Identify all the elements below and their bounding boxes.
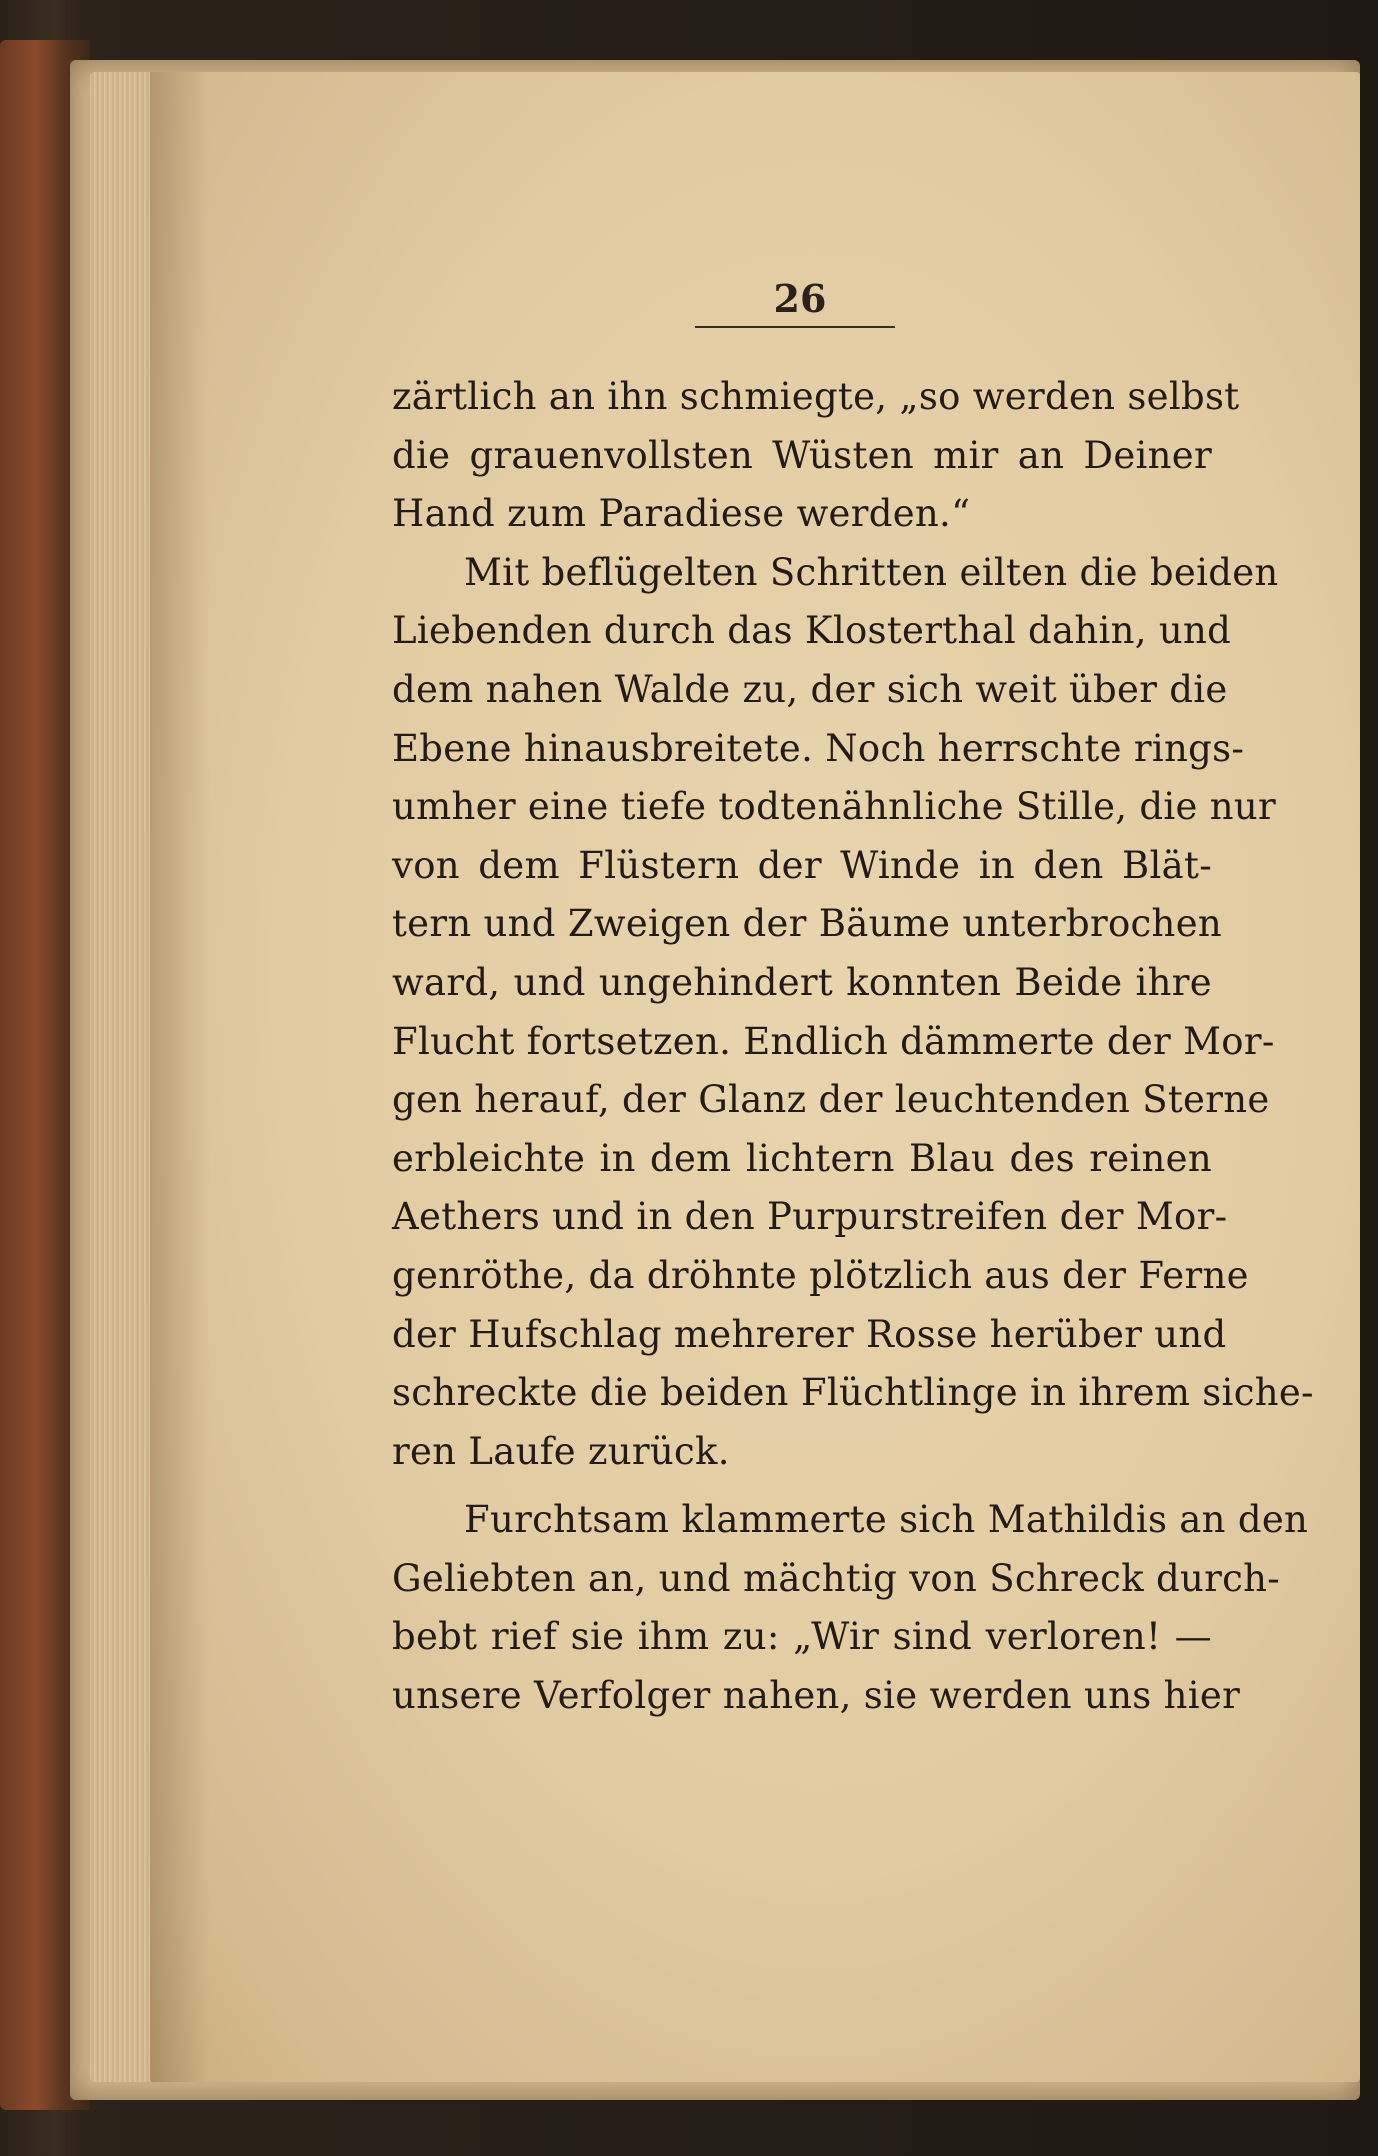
body-text (392, 368, 1314, 1726)
spine-shadow (150, 72, 210, 2082)
header-rule (695, 326, 895, 328)
text-line: Liebenden durch das Klosterthal dahin, und (392, 609, 1232, 653)
text-line: der Hufschlag mehrerer Rosse herüber und (392, 1312, 1227, 1356)
text-line: tern und Zweigen der Bäume unterbrochen (392, 902, 1223, 946)
text-line: die grauenvollsten Wüsten mir an Deiner (392, 433, 1212, 477)
text-line: Geliebten an, und mächtig von Schreck durch- (392, 1556, 1281, 1600)
page-number: 26 (773, 276, 827, 321)
text-line: Aethers und in den Purpurstreifen der Mor- (392, 1195, 1228, 1239)
text-line: Ebene hinausbreitete. Noch herrschte rings- (392, 726, 1245, 770)
text-line: unsere Verfolger nahen, sie werden uns hier (392, 1674, 1241, 1718)
text-line: zärtlich an ihn schmiegte, „so werden selbst (392, 375, 1240, 418)
text-line: erbleichte in dem lichtern Blau des reinen (392, 1136, 1212, 1180)
text-line: ren Laufe zurück. (392, 1429, 730, 1473)
text-line: Mit beflügelten Schritten eilten die beiden (464, 550, 1279, 594)
text-line: umher eine tiefe todtenähnliche Stille, die nur (392, 785, 1277, 829)
text-line: ward, und ungehindert konnten Beide ihre (392, 960, 1212, 1004)
text-line: bebt rief sie ihm zu: „Wir sind verloren! — (392, 1615, 1212, 1659)
text-line: von dem Flüstern der Winde in den Blät- (392, 843, 1212, 887)
text-line: gen herauf, der Glanz der leuchtenden Sterne (392, 1078, 1270, 1122)
text-line: Flucht fortsetzen. Endlich dämmerte der Mor- (392, 1019, 1275, 1063)
text-line: Hand zum Paradiese werden.“ (392, 492, 971, 536)
text-line: genröthe, da dröhnte plötzlich aus der Ferne (392, 1253, 1249, 1297)
text-line: dem nahen Walde zu, der sich weit über die (392, 667, 1228, 711)
text-line: Furchtsam klammerte sich Mathildis an den (464, 1498, 1309, 1542)
text-line: schreckte die beiden Flüchtlinge in ihrem siche- (392, 1371, 1314, 1415)
